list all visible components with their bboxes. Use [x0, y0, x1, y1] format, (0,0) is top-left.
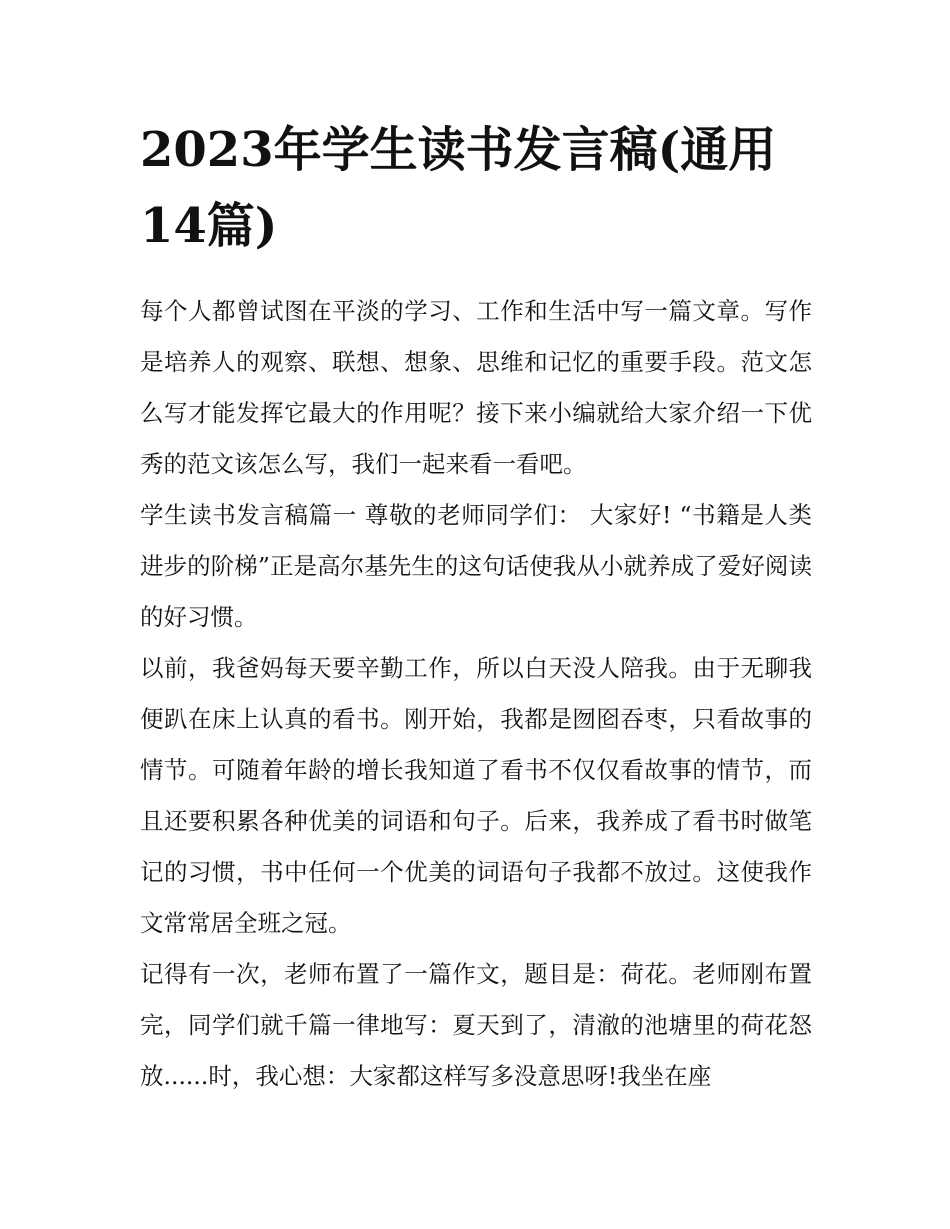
paragraph-intro: 每个人都曾试图在平淡的学习、工作和生活中写一篇文章。写作是培养人的观察、联想、想象、思维和记忆的重要手段。范文怎么写才能发挥它最大的作用呢？接下来小编就给大家介绍一下优秀的范文该怎么写，我们一起来看一看吧。	[140, 297, 812, 478]
paragraph-reading-habit: 以前，我爸妈每天要辛勤工作，所以白天没人陪我。由于无聊我便趴在床上认真的看书。刚开始，我都是囫囵吞枣，只看故事的情节。可随着年龄的增长我知道了看书不仅仅看故事的情节，而且还要积累各种优美的词语和句子。后来，我养成了看书时做笔记的习惯，书中任何一个优美的词语句子我都不放过。这使我作文常常居全班之冠。	[140, 654, 812, 937]
document-page	[140, 112, 812, 1102]
paragraph-lotus-essay: 记得有一次，老师布置了一篇作文，题目是：荷花。老师刚布置完，同学们就千篇一律地写：夏天到了，清澈的池塘里的荷花怒放......时，我心想：大家都这样写多没意思呀!我坐在座	[140, 960, 812, 1090]
document-title: 2023年学生读书发言稿(通用14篇)	[140, 122, 777, 254]
document-body	[140, 286, 812, 1102]
paragraph-speech-opening: 学生读书发言稿篇一 尊敬的老师同学们： 大家好! “书籍是人类进步的阶梯”正是高尔基先生的这句话使我从小就养成了爱好阅读的好习惯。	[140, 501, 812, 631]
